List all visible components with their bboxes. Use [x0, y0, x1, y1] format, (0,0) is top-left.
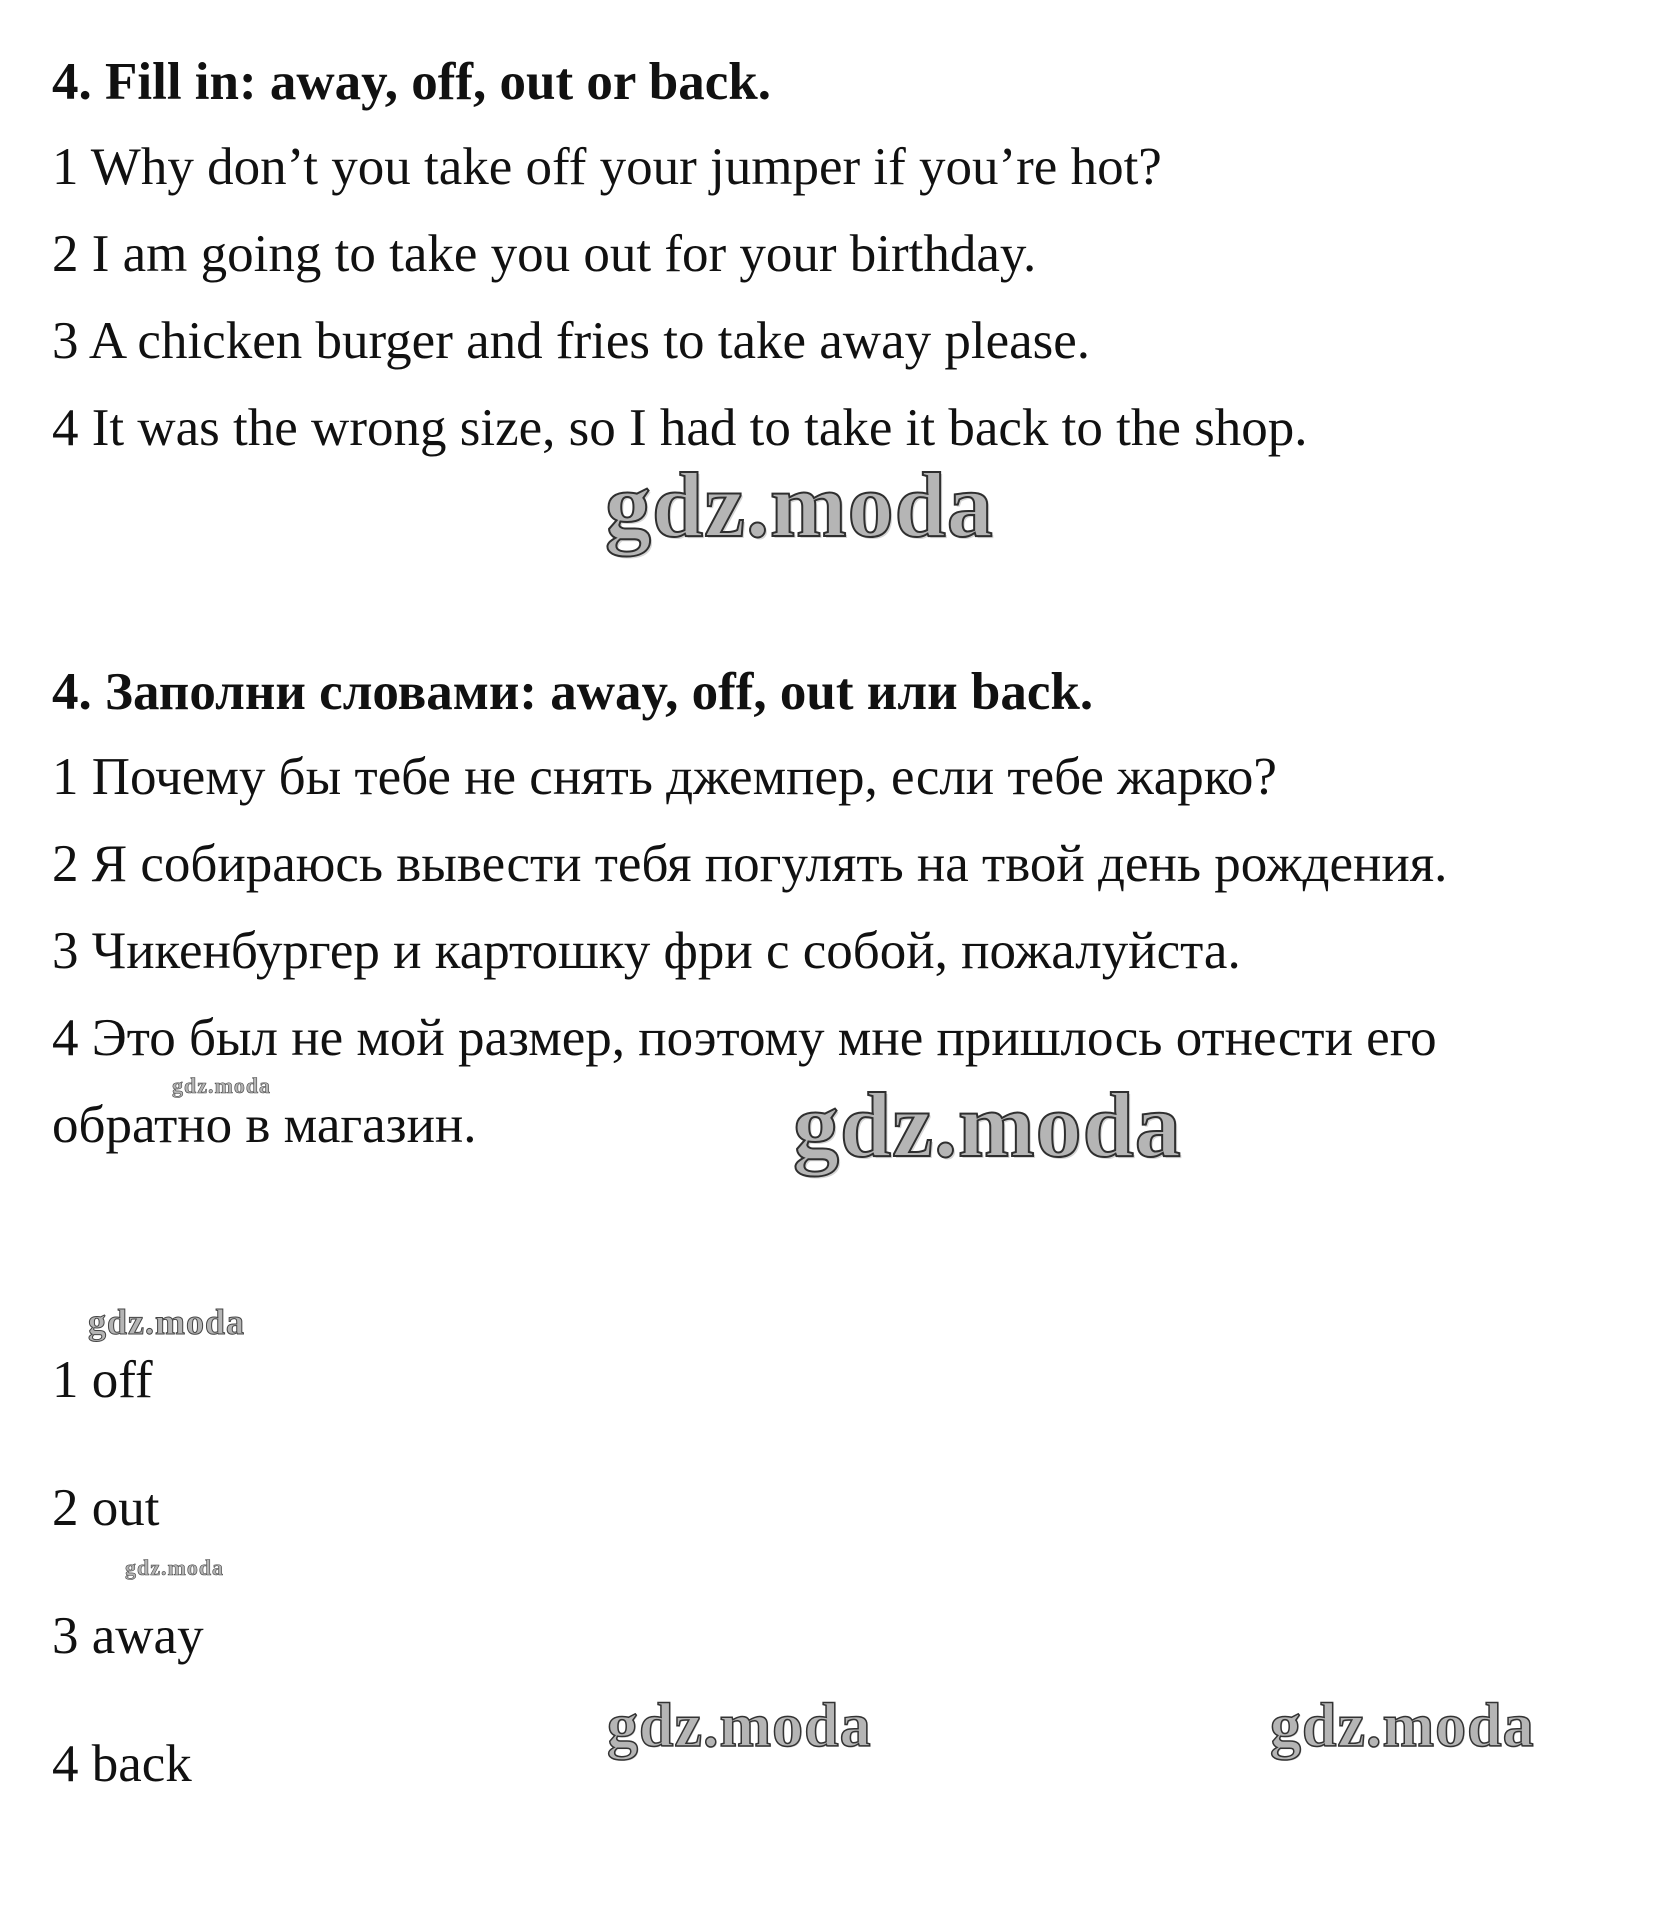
watermark-logo: gdz.moda: [793, 1074, 1182, 1176]
english-item-1: 1 Why don’t you take off your jumper if you’re hot?: [52, 138, 1162, 196]
watermark-logo: gdz.moda: [172, 1073, 272, 1098]
english-item-2: 2 I am going to take you out for your birthday.: [52, 225, 1037, 283]
english-heading: 4. Fill in: away, off, out or back.: [52, 53, 771, 111]
russian-item-1: 1 Почему бы тебе не снять джемпер, если тебе жарко?: [52, 748, 1277, 806]
russian-item-4: 4 Это был не мой размер, поэтому мне пришлось отнести его: [52, 1009, 1437, 1067]
answer-2: 2 out: [52, 1479, 160, 1537]
russian-heading: 4. Заполни словами: away, off, out или back.: [52, 663, 1094, 721]
english-item-4: 4 It was the wrong size, so I had to take it back to the shop.: [52, 399, 1308, 457]
russian-item-4-continuation: обратно в магазин.: [52, 1096, 477, 1154]
russian-item-2: 2 Я собираюсь вывести тебя погулять на твой день рождения.: [52, 835, 1448, 893]
watermark-logo: gdz.moda: [1270, 1692, 1535, 1760]
russian-item-3: 3 Чикенбургер и картошку фри с собой, пожалуйста.: [52, 922, 1241, 980]
watermark-logo: gdz.moda: [88, 1302, 246, 1342]
answer-3: 3 away: [52, 1607, 204, 1665]
english-item-3: 3 A chicken burger and fries to take away please.: [52, 312, 1091, 370]
answer-4: 4 back: [52, 1735, 192, 1793]
answer-1: 1 off: [52, 1351, 153, 1409]
watermark-logo: gdz.moda: [125, 1555, 225, 1580]
watermark-logo: gdz.moda: [605, 454, 994, 556]
watermark-logo: gdz.moda: [607, 1692, 872, 1760]
